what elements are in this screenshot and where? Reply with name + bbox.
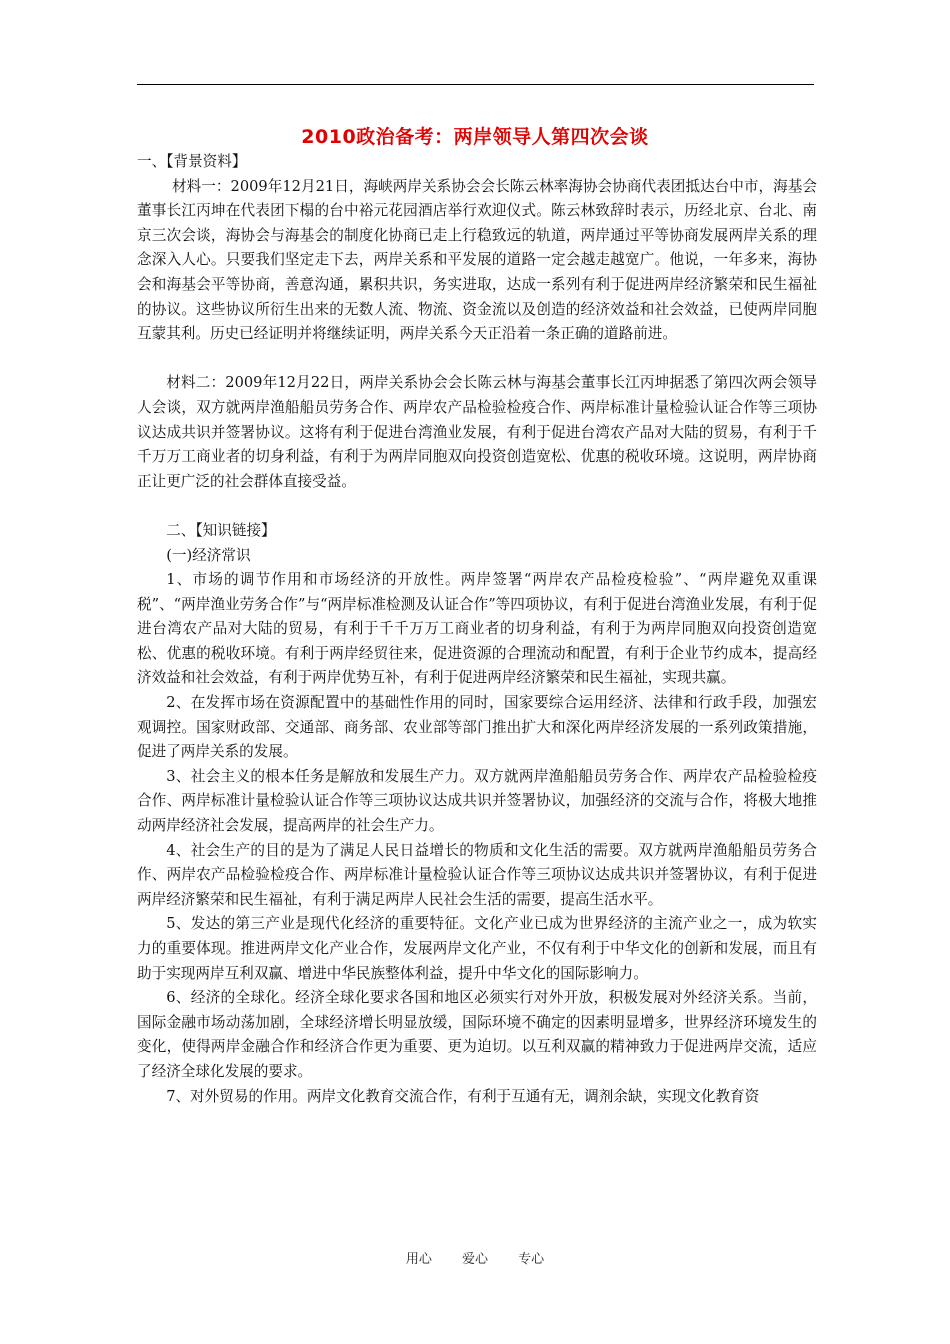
paragraph-gap [137, 347, 817, 372]
knowledge-point: 2、在发挥市场在资源配置中的基础性作用的同时，国家要综合运用经济、法律和行政手段，加强宏观调控。国家财政部、交通部、商务部、农业部等部门推出扩大和深化两岸经济发展的一系列政策措施，促进了两岸关系的发展。 [137, 694, 817, 761]
material-one-paragraph: 材料一：2009年12月21日，海峡两岸关系协会会长陈云林率海协会协商代表团抵达台中市，海基会董事长江丙坤在代表团下榻的台中裕元花园酒店举行欢迎仪式。陈云林致辞时表示，历经北京、台北、南京三次会谈，海协会与海基会的制度化协商已走上行稳致远的轨道，两岸通过平等协商发展两岸关系的理念深入人心。只要我们坚定走下去，两岸关系和平发展的道路一定会越走越宽广。他说，一年多来，海协会和海基会平等协商，善意沟通，累积共识，务实进取，达成一系列有利于促进两岸经济繁荣和民生福祉的协议。这些协议所衍生出来的无数人流、物流、资金流以及创造的经济效益和社会效益，已使两岸同胞互蒙其利。历史已经证明并将继续证明，两岸关系今天正沿着一条正确的道路前进。 [137, 177, 817, 343]
page-footer [0, 1248, 950, 1267]
subsection-heading-economics: (一)经济常识 [166, 546, 251, 564]
footer-word: 专心 [518, 1252, 545, 1267]
knowledge-point: 1、市场的调节作用和市场经济的开放性。两岸签署“两岸农产品检疫检验”、“两岸避免双重课税”、“两岸渔业劳务合作”与“两岸标准检测及认证合作”等四项协议，有利于促进台湾渔业发展，有利于促进台湾农产品对大陆的贸易，有利于千千万万工商业者的切身利益，有利于为两岸同胞双向投资创造宽松、优惠的税收环境。有利于两岸经贸往来，促进资源的合理流动和配置，有利于企业节约成本，提高经济效益和社会效益，有利于两岸优势互补，有利于促进两岸经济繁荣和民生福祉，实现共赢。 [137, 571, 817, 687]
paragraph-gap [137, 494, 817, 519]
section-heading-knowledge: 二、【知识链接】 [166, 521, 276, 539]
header-rule [137, 84, 814, 85]
material-two-paragraph: 材料二：2009年12月22日，两岸关系协会会长陈云林与海基会董事长江丙坤据悉了第四次两会领导人会谈，双方就两岸渔船船员劳务合作、两岸农产品检验检疫合作、两岸标准计量检验认证合作等三项协议达成共识并签署协议。这将有利于促进台湾渔业发展，有利于促进台湾农产品对大陆的贸易，有利于千千万万工商业者的切身利益，有利于为两岸同胞双向投资创造宽松、优惠的税收环境。这说明，两岸协商正让更广泛的社会群体直接受益。 [137, 374, 817, 490]
document-body [137, 150, 817, 1109]
footer-word: 用心 [405, 1252, 432, 1267]
knowledge-point: 3、社会主义的根本任务是解放和发展生产力。双方就两岸渔船船员劳务合作、两岸农产品检验检疫合作、两岸标准计量检验认证合作等三项协议达成共识并签署协议，加强经济的交流与合作，将极大地推动两岸经济社会发展，提高两岸的社会生产力。 [137, 767, 817, 835]
knowledge-point: 7、对外贸易的作用。两岸文化教育交流合作，有利于互通有无，调剂余缺，实现文化教育资 [166, 1087, 760, 1105]
section-heading-background: 一、【背景资料】 [137, 153, 247, 170]
footer-word: 爱心 [461, 1252, 488, 1267]
document-title: 2010政治备考：两岸领导人第四次会谈 [301, 126, 649, 148]
knowledge-point: 6、经济的全球化。经济全球化要求各国和地区必须实行对外开放，积极发展对外经济关系。当前，国际金融市场动荡加剧，全球经济增长明显放缓，国际环境不确定的因素明显增多，世界经济环境发生的变化，使得两岸金融合作和经济合作更为重要、更为迫切。以互利双赢的精神致力于促进两岸交流，适应了经济全球化发展的要求。 [137, 989, 817, 1080]
knowledge-point: 5、发达的第三产业是现代化经济的重要特征。文化产业已成为世界经济的主流产业之一，成为软实力的重要体现。推进两岸文化产业合作，发展两岸文化产业，不仅有利于中华文化的创新和发展，而且有助于实现两岸互利双赢、增进中华民族整体利益，提升中华文化的国际影响力。 [137, 915, 817, 982]
knowledge-point: 4、社会生产的目的是为了满足人民日益增长的物质和文化生活的需要。双方就两岸渔船船员劳务合作、两岸农产品检验检疫合作、两岸标准计量检验认证合作等三项协议达成共识并签署协议，有利于促进两岸经济繁荣和民生福祉，有利于满足两岸人民社会生活的需要，提高生活水平。 [137, 841, 817, 908]
